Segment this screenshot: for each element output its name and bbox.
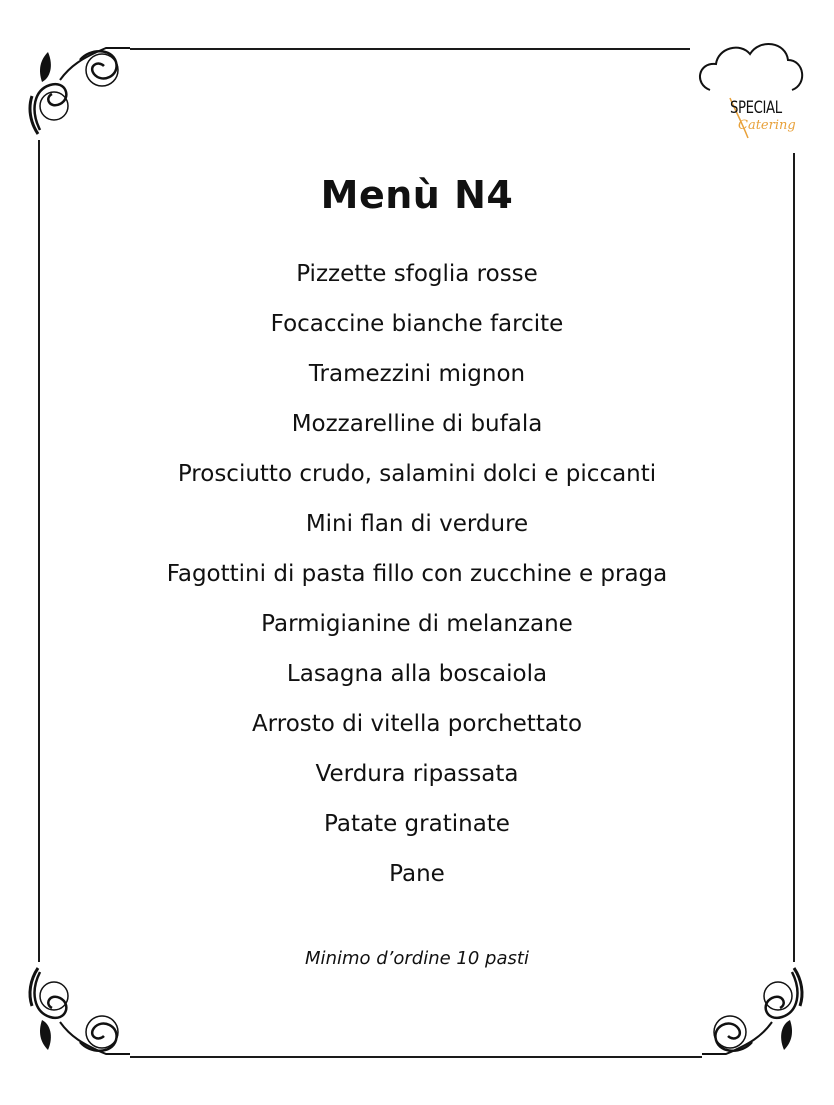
menu-item: Arrosto di vitella porchettato [251, 711, 583, 737]
corner-flourish-top-left-icon [20, 30, 130, 140]
menu-item: Lasagna alla boscaiola [286, 661, 548, 687]
menu-item: Patate gratinate [324, 811, 510, 837]
special-catering-logo [690, 28, 815, 153]
menu-item: Focaccine bianche farcite [270, 311, 564, 337]
minimum-order-note: Minimo d’ordine 10 pasti [305, 948, 529, 969]
logo-brand-text: SPECIAL [730, 98, 782, 118]
menu-item: Mini flan di verdure [305, 511, 529, 537]
menu-items-list [0, 256, 834, 906]
logo-subtitle-text: Catering [738, 118, 796, 133]
menu-item: Pane [389, 861, 445, 887]
menu-item: Parmigianine di melanzane [261, 611, 573, 637]
chef-hat-icon [690, 28, 815, 153]
corner-flourish-bottom-left-icon [20, 962, 130, 1072]
menu-item: Fagottini di pasta fillo con zucchine e praga [166, 561, 668, 587]
menu-title: Menù N4 [320, 173, 514, 218]
menu-item: Pizzette sfoglia rosse [296, 261, 538, 287]
menu-item: Tramezzini mignon [308, 361, 526, 387]
menu-item: Verdura ripassata [315, 761, 519, 787]
menu-item: Mozzarelline di bufala [291, 411, 543, 437]
corner-flourish-bottom-right-icon [702, 962, 812, 1072]
menu-item: Prosciutto crudo, salamini dolci e piccanti [177, 461, 657, 487]
